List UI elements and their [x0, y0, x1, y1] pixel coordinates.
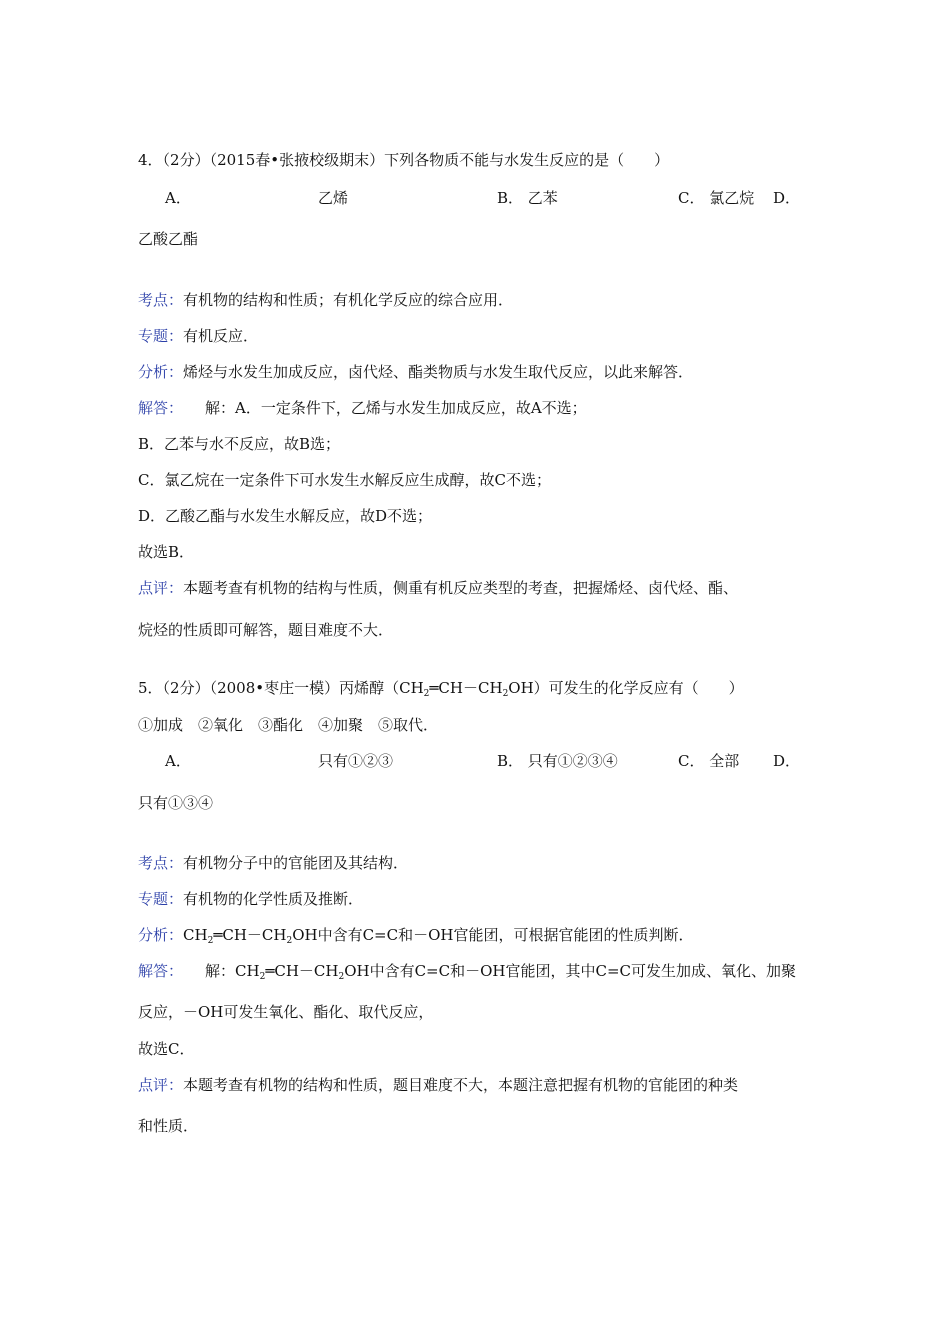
fenxi-text: 烯烃与水发生加成反应，卤代烃、酯类物质与水发生取代反应，以此来解答． — [183, 363, 694, 381]
q4-jieda-line-5: 故选B． — [138, 543, 195, 561]
kaodian-text: 有机物分子中的官能团及其结构． — [183, 854, 409, 872]
q5-dianping-line-2: 和性质． — [138, 1117, 199, 1135]
kaodian-label: 考点： — [138, 854, 184, 872]
jieda-label: 解答： — [138, 962, 184, 980]
q4-dianping-line-2: 烷烃的性质即可解答，题目难度不大． — [138, 621, 394, 639]
q5-stem-text: ═CH－CH — [429, 679, 503, 697]
q5-fenxi — [138, 925, 694, 951]
q4-jieda-line-3: C．氯乙烷在一定条件下可水发生水解反应生成醇，故C不选； — [138, 471, 551, 489]
subscript: 2 — [207, 936, 214, 946]
q4-fenxi — [138, 362, 693, 382]
q4-option-a-letter: A． — [165, 189, 191, 207]
q4-option-d-letter: D． — [773, 189, 801, 207]
q4-option-a: 乙烯 — [318, 189, 349, 207]
q5-choices: ①加成 ②氧化 ③酯化 ④加聚 ⑤取代． — [138, 716, 439, 734]
q4-jieda — [138, 398, 587, 418]
fenxi-label: 分析： — [138, 363, 184, 381]
q5-stem-text: OH）可发生的化学反应有（ ） — [508, 679, 744, 697]
zhuanti-text: 有机物的化学性质及推断． — [183, 890, 364, 908]
fenxi-text: ═CH－CH — [213, 926, 287, 944]
subscript: 2 — [423, 689, 430, 699]
kaodian-text: 有机物的结构和性质；有机化学反应的综合应用． — [183, 291, 514, 309]
q5-option-d: 只有①③④ — [138, 794, 214, 812]
q5-jieda-line-3: 故选C． — [138, 1040, 195, 1058]
subscript: 2 — [286, 936, 293, 946]
q4-jieda-line-4: D．乙酸乙酯与水发生水解反应，故D不选； — [138, 507, 433, 525]
q4-zhuanti — [138, 326, 258, 346]
q5-dianping — [138, 1075, 738, 1095]
jieda-text: 解：CH — [205, 962, 260, 980]
q5-jieda-line-2: 反应，－OH可发生氧化、酯化、取代反应， — [138, 1003, 434, 1021]
q4-stem: 4．（2分）（2015春•张掖校级期末）下列各物质不能与水发生反应的是（ ） — [138, 151, 670, 169]
q4-option-b: B． 乙苯 — [497, 189, 558, 207]
dianping-label: 点评： — [138, 579, 184, 597]
dianping-text: 本题考查有机物的结构与性质，侧重有机反应类型的考查，把握烯烃、卤代烃、酯、 — [183, 579, 739, 597]
q5-option-b: B． 只有①②③④ — [497, 752, 618, 770]
q4-kaodian — [138, 290, 513, 310]
zhuanti-text: 有机反应． — [183, 327, 259, 345]
subscript: 2 — [259, 972, 266, 982]
q5-option-a: 只有①②③ — [318, 752, 394, 770]
jieda-text: 解：A．一定条件下，乙烯与水发生加成反应，故A不选； — [205, 399, 587, 417]
jieda-label: 解答： — [138, 399, 184, 417]
q5-kaodian — [138, 853, 408, 873]
fenxi-label: 分析： — [138, 926, 184, 944]
dianping-label: 点评： — [138, 1076, 184, 1094]
dianping-text: 本题考查有机物的结构和性质，题目难度不大，本题注意把握有机物的官能团的种类 — [183, 1076, 739, 1094]
fenxi-text: CH — [183, 926, 208, 944]
subscript: 2 — [502, 689, 509, 699]
jieda-text: ═CH－CH — [265, 962, 339, 980]
kaodian-label: 考点： — [138, 291, 184, 309]
q5-stem-text: 5．（2分）（2008•枣庄一模）丙烯醇（CH — [138, 679, 424, 697]
fenxi-text: OH中含有C=C和－OH官能团，可根据官能团的性质判断． — [292, 926, 694, 944]
q5-stem — [138, 678, 744, 704]
zhuanti-label: 专题： — [138, 890, 184, 908]
q5-option-a-letter: A． — [165, 752, 191, 770]
q4-option-c: C． 氯乙烷 — [678, 189, 755, 207]
q5-jieda — [138, 961, 796, 987]
q4-jieda-line-2: B．乙苯与水不反应，故B选； — [138, 435, 341, 453]
q4-option-d: 乙酸乙酯 — [138, 230, 199, 248]
zhuanti-label: 专题： — [138, 327, 184, 345]
subscript: 2 — [338, 972, 345, 982]
q4-dianping — [138, 578, 738, 598]
q5-option-d-letter: D． — [773, 752, 801, 770]
jieda-text: OH中含有C=C和－OH官能团，其中C=C可发生加成、氧化、加聚 — [344, 962, 797, 980]
q5-option-c: C． 全部 — [678, 752, 740, 770]
q5-zhuanti — [138, 889, 363, 909]
